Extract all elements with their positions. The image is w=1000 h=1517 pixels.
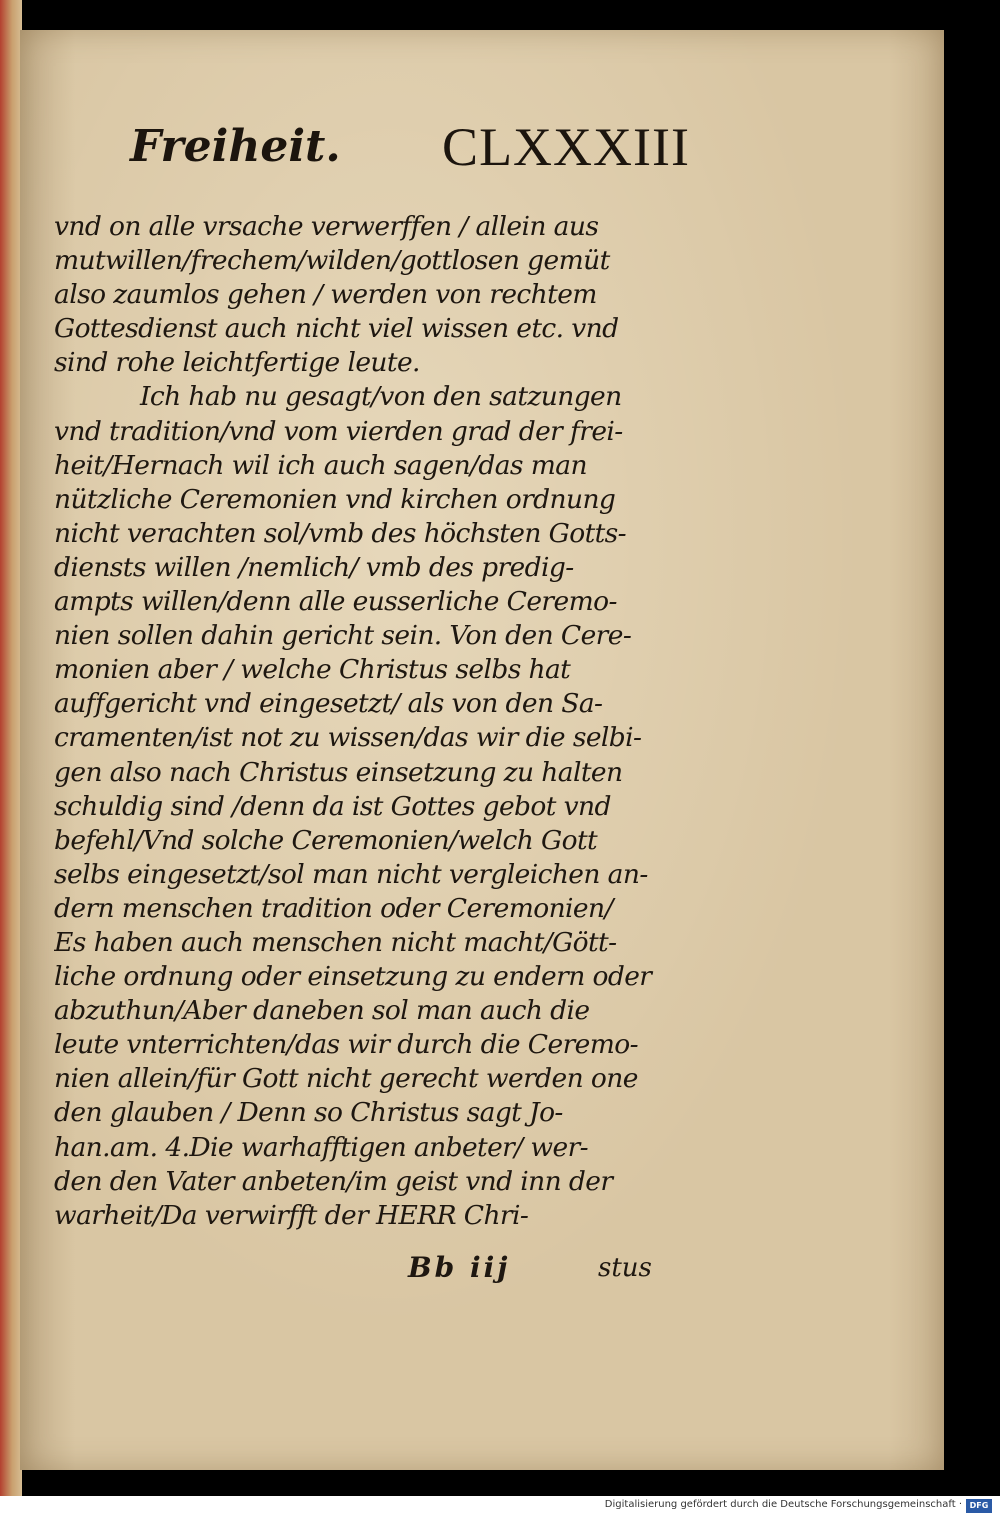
folio-number: CLXXXIII [442, 117, 690, 177]
text-line: nicht verachten sol/vmb des höchsten Gotts- [54, 517, 627, 549]
paragraph-start-line: Ich hab nu gesagt/von den satzungen [140, 381, 622, 413]
text-line: warheit/Da verwirfft der HERR Chri- [54, 1199, 529, 1231]
text-line: dern menschen tradition oder Ceremonien/ [54, 892, 613, 924]
page-header [130, 112, 690, 182]
credit-bar [0, 1496, 1000, 1517]
text-line: liche ordnung oder einsetzung zu endern oder [54, 961, 652, 993]
text-line: nien allein/für Gott nicht gerecht werden one [54, 1063, 638, 1095]
text-line: heit/Hernach wil ich auch sagen/das man [54, 449, 587, 481]
text-line: diensts willen /nemlich/ vmb des predig- [54, 551, 574, 583]
catchword: stus [598, 1253, 652, 1283]
running-title: Freiheit. [130, 121, 341, 172]
text-line: gen also nach Christus einsetzung zu halten [54, 756, 623, 788]
text-line: nützliche Ceremonien vnd kirchen ordnung [54, 483, 616, 515]
page-footer [20, 1248, 720, 1288]
text-line: selbs eingesetzt/sol man nicht vergleichen an- [54, 858, 648, 890]
text-line: abzuthun/Aber daneben sol man auch die [54, 995, 590, 1027]
body-text [54, 210, 702, 1233]
dfg-logo: DFG [966, 1499, 992, 1513]
text-line: schuldig sind /denn da ist Gottes gebot vnd [54, 790, 611, 822]
text-line: Es haben auch menschen nicht macht/Gött- [54, 926, 617, 958]
page-edge [0, 0, 22, 1496]
text-line: sind rohe leichtfertige leute. [54, 347, 420, 379]
text-line: nien sollen dahin gericht sein. Von den Cere- [54, 620, 632, 652]
text-line: monien aber / welche Christus selbs hat [54, 654, 571, 686]
text-line: also zaumlos gehen / werden von rechtem [54, 279, 597, 311]
text-line: ampts willen/denn alle eusserliche Ceremo- [54, 586, 617, 618]
text-line: vnd on alle vrsache verwerffen / allein aus [54, 211, 599, 242]
text-line: Gottesdienst auch nicht viel wissen etc. vnd [54, 313, 619, 345]
text-line: mutwillen/frechem/wilden/gottlosen gemüt [54, 245, 610, 277]
text-line: han.am. 4.Die warhafftigen anbeter/ wer- [54, 1131, 588, 1163]
book-page [20, 30, 944, 1470]
text-line: vnd tradition/vnd vom vierden grad der frei- [54, 415, 623, 447]
signature-mark: Bb iij [408, 1251, 511, 1284]
text-line: cramenten/ist not zu wissen/das wir die selbi- [54, 722, 642, 754]
text-line: leute vnterrichten/das wir durch die Ceremo- [54, 1029, 638, 1061]
credit-text: Digitalisierung gefördert durch die Deutsche Forschungsgemeinschaft · [604, 1499, 962, 1510]
text-line: den glauben / Denn so Christus sagt Jo- [54, 1097, 563, 1129]
text-line: auffgericht vnd eingesetzt/ als von den Sa- [54, 688, 603, 720]
text-line: den den Vater anbeten/im geist vnd inn der [54, 1165, 613, 1197]
text-line: befehl/Vnd solche Ceremonien/welch Gott [54, 824, 598, 856]
